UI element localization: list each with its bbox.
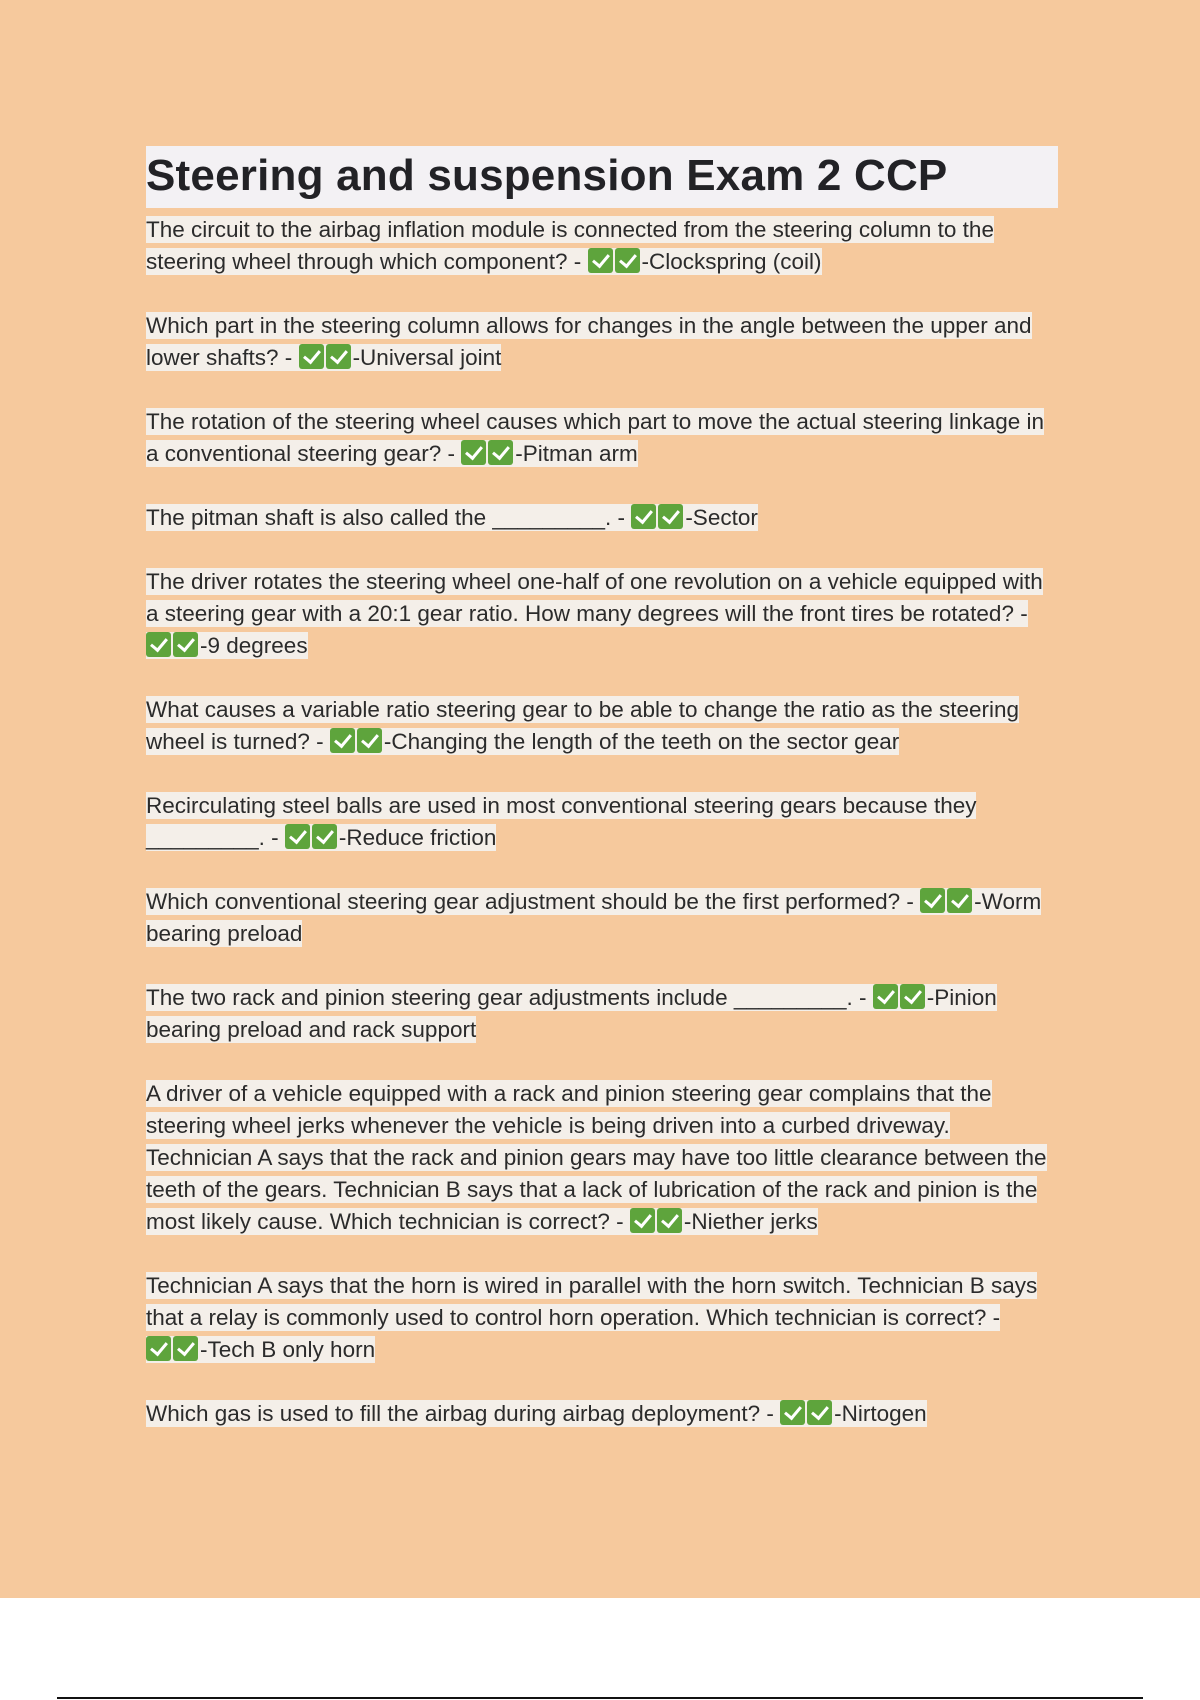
check-mark-icon (631, 504, 656, 529)
question-text: The driver rotates the steering wheel one-half of one revolution on a vehicle equipped with a steering gear with a 20:1 gear ratio. How many degrees will the front tires be rotated? - (146, 569, 1043, 626)
question-text: The circuit to the airbag inflation module is connected from the steering column to the steering wheel through which component? - (146, 217, 994, 274)
qa-item (146, 566, 1058, 662)
check-mark-icon (173, 632, 198, 657)
answer-text: -Changing the length of the teeth on the sector gear (383, 729, 900, 754)
answer-text: -Pinion bearing preload and rack support (146, 985, 997, 1042)
qa-item (146, 790, 1058, 854)
check-mark-icon (900, 984, 925, 1009)
qa-item (146, 1270, 1058, 1366)
title-block (146, 146, 1058, 208)
answer-marker (780, 1401, 834, 1426)
answer-marker (630, 1209, 684, 1234)
answer-marker (330, 729, 384, 754)
answer-marker (920, 889, 974, 914)
question-text: The rotation of the steering wheel causes which part to move the actual steering linkage in a conventional steering gear? - (146, 409, 1045, 466)
answer-text: -Worm bearing preload (146, 889, 1042, 946)
answer-marker (873, 985, 927, 1010)
check-mark-icon (920, 888, 945, 913)
answer-marker (461, 441, 515, 466)
question-text: The pitman shaft is also called the _________. - (146, 505, 632, 530)
check-mark-icon (173, 1336, 198, 1361)
question-text: Which gas is used to fill the airbag during airbag deployment? - (146, 1401, 781, 1426)
question-text: Recirculating steel balls are used in most conventional steering gears because they _________. - (146, 793, 977, 850)
check-mark-icon (146, 1336, 171, 1361)
question-text: What causes a variable ratio steering gear to be able to change the ratio as the steering wheel is turned? - (146, 697, 1020, 754)
answer-text: -Clockspring (coil) (641, 249, 822, 274)
check-mark-icon (630, 1208, 655, 1233)
page-title: Steering and suspension Exam 2 CCP (146, 151, 948, 200)
document-content (146, 146, 1058, 1462)
qa-item (146, 310, 1058, 374)
answer-text: -Sector (685, 505, 758, 530)
check-mark-icon (357, 728, 382, 753)
answer-text: -Niether jerks (683, 1209, 818, 1234)
question-text: Which conventional steering gear adjustment should be the first performed? - (146, 889, 921, 914)
check-mark-icon (330, 728, 355, 753)
check-mark-icon (488, 440, 513, 465)
check-mark-icon (588, 248, 613, 273)
check-mark-icon (285, 824, 310, 849)
check-mark-icon (312, 824, 337, 849)
check-mark-icon (807, 1400, 832, 1425)
answer-marker (631, 505, 685, 530)
page-divider (57, 1697, 1143, 1699)
qa-item (146, 502, 1058, 534)
answer-text: -Reduce friction (338, 825, 497, 850)
qa-item (146, 214, 1058, 278)
check-mark-icon (780, 1400, 805, 1425)
qa-item (146, 694, 1058, 758)
question-text: The two rack and pinion steering gear adjustments include _________. - (146, 985, 873, 1010)
answer-marker (588, 249, 642, 274)
qa-item (146, 406, 1058, 470)
answer-text: -Nirtogen (834, 1401, 927, 1426)
answer-text: -Tech B only horn (200, 1337, 376, 1362)
answer-marker (299, 345, 353, 370)
qa-item (146, 982, 1058, 1046)
qa-item (146, 886, 1058, 950)
qa-item (146, 1398, 1058, 1430)
check-mark-icon (657, 1208, 682, 1233)
check-mark-icon (461, 440, 486, 465)
answer-text: -Pitman arm (515, 441, 638, 466)
question-text: Technician A says that the horn is wired in parallel with the horn switch. Technician B says that a relay is commonly used to control horn operation. Which technician is correct? - (146, 1273, 1038, 1330)
check-mark-icon (947, 888, 972, 913)
question-text: Which part in the steering column allows for changes in the angle between the upper and lower shafts? - (146, 313, 1032, 370)
check-mark-icon (873, 984, 898, 1009)
answer-marker (146, 1337, 200, 1362)
answer-text: -9 degrees (200, 633, 308, 658)
answer-text: -Universal joint (352, 345, 502, 370)
question-text: A driver of a vehicle equipped with a rack and pinion steering gear complains that the steering wheel jerks whenever the vehicle is being driven into a curbed driveway. Technician A says that the rack and pinion gears may have too little clearance between the teeth of the gears. Technician B says that a lack of lubrication of the rack and pinion is the most likely cause. Which technician is correct? - (146, 1081, 1047, 1234)
check-mark-icon (299, 344, 324, 369)
answer-marker (146, 633, 200, 658)
check-mark-icon (146, 632, 171, 657)
check-mark-icon (615, 248, 640, 273)
check-mark-icon (326, 344, 351, 369)
answer-marker (285, 825, 339, 850)
qa-item (146, 1078, 1058, 1238)
check-mark-icon (658, 504, 683, 529)
